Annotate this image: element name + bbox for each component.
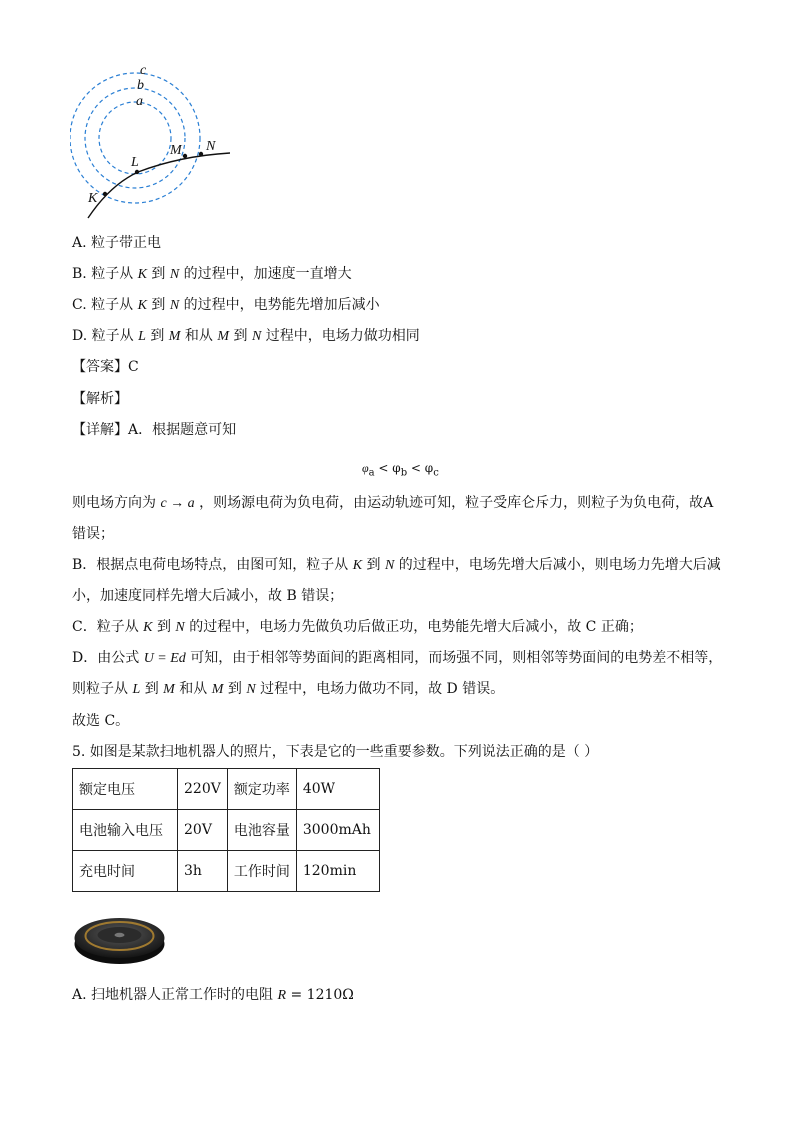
- label-a: a: [136, 94, 143, 109]
- q4-option-c: C. 粒子从 K 到 N 的过程中，电势能先增加后减小: [72, 297, 380, 313]
- point-m-dot: [183, 154, 187, 158]
- table-cell: 电池容量: [227, 810, 296, 851]
- robot-vacuum-image: [72, 908, 167, 968]
- table-row: [73, 851, 380, 892]
- label-c: c: [140, 63, 147, 78]
- point-l-dot: [135, 170, 139, 174]
- q5-stem: 5. 如图是某款扫地机器人的照片，下表是它的一些重要参数。下列说法正确的是（ ）: [72, 744, 599, 760]
- q4-option-d: D. 粒子从 L 到 M 和从 M 到 N 过程中，电场力做功相同: [72, 328, 420, 344]
- para-a-line1: 则电场方向为 c → a ，则场源电荷为负电荷，由运动轨迹可知，粒子受库仑斥力，则粒子为负电荷，故A: [72, 495, 714, 511]
- label-k: K: [88, 191, 98, 206]
- table-cell: 额定电压: [73, 769, 178, 810]
- table-cell: 3000mAh: [296, 810, 379, 851]
- label-l: L: [131, 155, 139, 170]
- para-b-line2: 小，加速度同样先增大后减小，故 B 错误；: [72, 588, 344, 604]
- q4-option-a: A. 粒子带正电: [72, 235, 162, 251]
- para-a-line2: 错误；: [72, 526, 114, 542]
- point-k-dot: [103, 192, 107, 196]
- table-cell: 充电时间: [73, 851, 178, 892]
- table-cell: 工作时间: [227, 851, 296, 892]
- robot-params-table: [72, 768, 380, 892]
- equipotential-diagram: [70, 60, 240, 225]
- answer-label: 【答案】C: [72, 359, 139, 375]
- label-n: N: [206, 139, 216, 154]
- label-b: b: [137, 78, 144, 93]
- q5-option-a: A. 扫地机器人正常工作时的电阻 R = 1210Ω: [72, 987, 354, 1003]
- potential-formula: $\varphi_a < \varphi_b < \varphi_c$: [362, 461, 439, 479]
- point-n-dot: [199, 152, 203, 156]
- detail-label: 【详解】A．根据题意可知: [72, 422, 237, 438]
- q4-option-b: B. 粒子从 K 到 N 的过程中，加速度一直增大: [72, 266, 352, 282]
- para-b-line1: B．根据点电荷电场特点，由图可知，粒子从 K 到 N 的过程中，电场先增大后减小，则电场力先增大后减: [72, 557, 721, 573]
- table-row: [73, 769, 380, 810]
- table-cell: 220V: [178, 769, 228, 810]
- analysis-label: 【解析】: [72, 391, 128, 407]
- para-d-line1: D．由公式 U = Ed 可知，由于相邻等势面间的距离相同，而场强不同，则相邻等势面间的电势差不相等，: [72, 650, 723, 666]
- label-m: M: [170, 143, 182, 158]
- table-cell: 20V: [178, 810, 228, 851]
- table-cell: 电池输入电压: [73, 810, 178, 851]
- table-cell: 40W: [296, 769, 379, 810]
- para-c: C．粒子从 K 到 N 的过程中，电场力先做负功后做正功，电势能先增大后减小，故 C 正确；: [72, 619, 643, 635]
- para-d-line2: 则粒子从 L 到 M 和从 M 到 N 过程中，电场力做功不同，故 D 错误。: [72, 681, 505, 697]
- table-row: [73, 810, 380, 851]
- table-cell: 额定功率: [227, 769, 296, 810]
- table-cell: 120min: [296, 851, 379, 892]
- conclusion: 故选 C。: [72, 713, 130, 729]
- equipotential-circle-c: [70, 73, 200, 203]
- table-cell: 3h: [178, 851, 228, 892]
